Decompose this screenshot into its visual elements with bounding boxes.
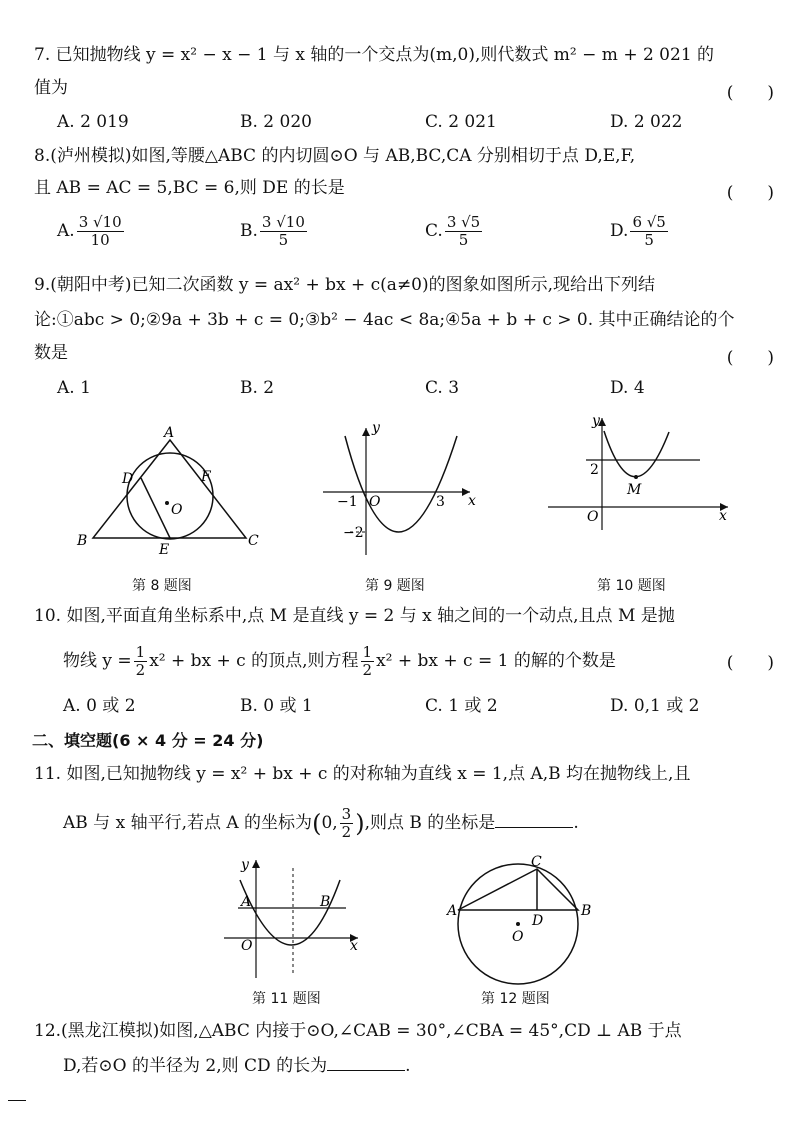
figure-11-caption: 第 11 题图 bbox=[252, 991, 321, 1007]
vertex-m-dot bbox=[634, 475, 638, 479]
label-a: A bbox=[447, 903, 458, 919]
q10-answer-paren: ( ) bbox=[726, 653, 774, 673]
q7-option-d: D. 2 022 bbox=[610, 112, 683, 132]
q8-answer-paren: ( ) bbox=[726, 183, 774, 203]
q11-line1: 11. 如图,已知抛物线 y = x² + bx + c 的对称轴为直线 x = 1,点 A,B 均在抛物线上,且 bbox=[34, 764, 691, 784]
figure-11-graph bbox=[220, 852, 365, 982]
label-b: B bbox=[320, 894, 331, 910]
axis-y-label: y bbox=[592, 413, 600, 429]
tick-2: 2 bbox=[590, 462, 599, 478]
axis-x-label: x bbox=[350, 938, 358, 954]
figure-12-caption: 第 12 题图 bbox=[481, 991, 550, 1007]
label-d: D bbox=[122, 471, 134, 487]
tick-minus1: −1 bbox=[337, 494, 358, 510]
q7-option-a: A. 2 019 bbox=[57, 112, 129, 132]
label-c: C bbox=[248, 533, 259, 549]
axis-y-label: y bbox=[241, 857, 249, 873]
q10-line1: 10. 如图,平面直角坐标系中,点 M 是直线 y = 2 与 x 轴之间的一个动点,且点 M 是抛 bbox=[34, 606, 675, 626]
q9-option-c: C. 3 bbox=[425, 378, 460, 398]
figure-10-graph bbox=[545, 410, 735, 540]
q8-option-a: A. $\frac{3 √10}{10}$ bbox=[57, 213, 122, 249]
q7-answer-paren: ( ) bbox=[726, 83, 774, 103]
label-a: A bbox=[241, 894, 252, 910]
label-o: O bbox=[512, 929, 524, 945]
q10-option-d: D. 0,1 或 2 bbox=[610, 696, 700, 716]
section-2-heading: 二、填空题(6 × 4 分 = 24 分) bbox=[32, 731, 264, 750]
figure-9-caption: 第 9 题图 bbox=[365, 578, 425, 594]
label-e: E bbox=[159, 542, 170, 558]
figure-9-graph bbox=[320, 420, 480, 560]
q9-line2: 论:①abc > 0;②9a + 3b + c = 0;③b² − 4ac < 8a;④5a + b + c > 0. 其中正确结论的个 bbox=[34, 310, 735, 330]
q9-line3: 数是 bbox=[34, 343, 68, 363]
q7-option-b: B. 2 020 bbox=[240, 112, 312, 132]
q8-line1: 8.(泸州模拟)如图,等腰△ABC 的内切圆⊙O 与 AB,BC,CA 分别相切于点 D,E,F, bbox=[34, 146, 636, 166]
q11-line2: AB 与 x 轴平行,若点 A 的坐标为(0, $\frac{3}{2}$ ),则点 B 的坐标是 . bbox=[63, 805, 579, 841]
label-b: B bbox=[77, 533, 88, 549]
q8-option-c: C. $\frac{3 √5}{5}$ bbox=[425, 213, 481, 249]
page-edge-mark bbox=[8, 1100, 26, 1101]
label-c: C bbox=[531, 854, 542, 870]
label-d: D bbox=[532, 913, 544, 929]
q10-line2: 物线 y = $\frac{1}{2}$ x² + bx + c 的顶点,则方程 $\frac{1}{2}$ x² + bx + c = 1 的解的个数是 bbox=[63, 643, 616, 679]
q8-option-b: B. $\frac{3 √10}{5}$ bbox=[240, 213, 305, 249]
label-f: F bbox=[201, 469, 211, 485]
q12-line1: 12.(黑龙江模拟)如图,△ABC 内接于⊙O,∠CAB = 30°,∠CBA = 45°,CD ⊥ AB 于点 bbox=[34, 1021, 682, 1041]
q7-line1: 7. 已知抛物线 y = x² − x − 1 与 x 轴的一个交点为(m,0),则代数式 m² − m + 2 021 的 bbox=[34, 45, 715, 65]
figure-12-diagram bbox=[445, 852, 600, 987]
center-o-dot bbox=[516, 922, 520, 926]
q9-option-b: B. 2 bbox=[240, 378, 275, 398]
label-b: B bbox=[581, 903, 592, 919]
segment-de bbox=[141, 478, 170, 538]
axis-x-label: x bbox=[719, 508, 727, 524]
origin-label: O bbox=[241, 938, 253, 954]
tick-3: 3 bbox=[436, 494, 445, 510]
q9-option-d: D. 4 bbox=[610, 378, 645, 398]
label-o: O bbox=[171, 502, 183, 518]
q9-line1: 9.(朝阳中考)已知二次函数 y = ax² + bx + c(a≠0)的图象如图所示,现给出下列结 bbox=[34, 275, 656, 295]
q11-answer-blank bbox=[495, 811, 573, 828]
q9-option-a: A. 1 bbox=[57, 378, 91, 398]
origin-label: O bbox=[369, 494, 381, 510]
center-o-dot bbox=[165, 501, 169, 505]
origin-label: O bbox=[587, 509, 599, 525]
parabola-curve bbox=[240, 880, 340, 945]
figure-10-caption: 第 10 题图 bbox=[597, 578, 666, 594]
axis-x-label: x bbox=[468, 493, 476, 509]
tick-minus2: −2 bbox=[343, 525, 364, 541]
q12-answer-blank bbox=[327, 1054, 405, 1071]
q9-answer-paren: ( ) bbox=[726, 348, 774, 368]
parabola-curve bbox=[604, 431, 669, 477]
q7-line2: 值为 bbox=[34, 78, 68, 98]
triangle-abc bbox=[458, 869, 578, 910]
parabola-curve bbox=[345, 436, 457, 532]
axis-y-label: y bbox=[372, 420, 380, 436]
q8-line2: 且 AB = AC = 5,BC = 6,则 DE 的长是 bbox=[34, 178, 345, 198]
q8-option-d: D. $\frac{6 √5}{5}$ bbox=[610, 213, 666, 249]
triangle-abc bbox=[93, 440, 246, 538]
q10-option-c: C. 1 或 2 bbox=[425, 696, 498, 716]
figure-8-diagram bbox=[70, 420, 270, 558]
q7-option-c: C. 2 021 bbox=[425, 112, 497, 132]
label-a: A bbox=[164, 425, 175, 441]
q10-option-b: B. 0 或 1 bbox=[240, 696, 313, 716]
label-m: M bbox=[627, 482, 642, 498]
q10-option-a: A. 0 或 2 bbox=[63, 696, 136, 716]
figure-8-caption: 第 8 题图 bbox=[132, 578, 192, 594]
incircle-o bbox=[127, 453, 213, 539]
q12-line2: D,若⊙O 的半径为 2,则 CD 的长为 . bbox=[63, 1056, 411, 1076]
